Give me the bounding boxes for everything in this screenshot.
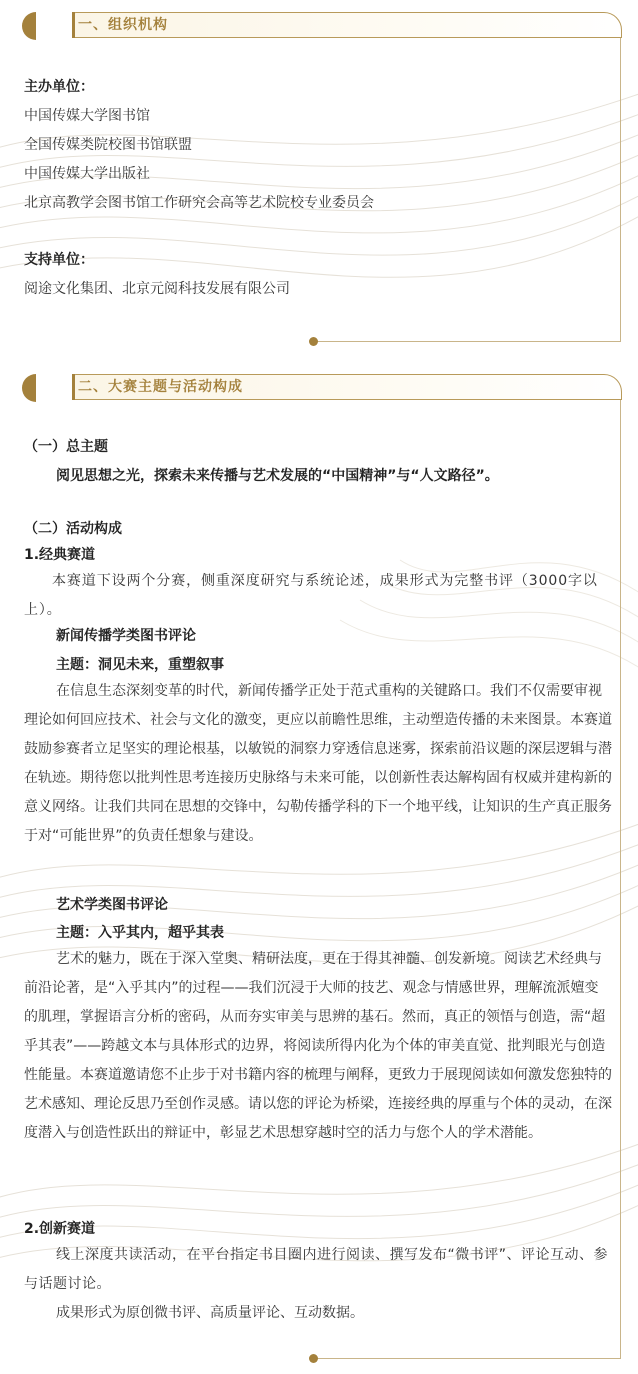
activity-heading: （二）活动构成: [24, 521, 122, 537]
classic-track-intro: 本赛道下设两个分赛，侧重深度研究与系统论述，成果形式为完整书评（3000字以上）。: [24, 573, 598, 618]
support-label: 支持单位：: [24, 252, 94, 268]
innovation-track-output: 成果形式为原创微书评、高质量评论、互动数据。: [56, 1305, 364, 1321]
half-disc-ornament-icon: [22, 374, 50, 402]
theme-text: 阅见思想之光，探索未来传播与艺术发展的“中国精神”与“人文路径”。: [56, 468, 499, 484]
dot-ornament-icon: [309, 1354, 318, 1363]
classic-track-heading: 1.经典赛道: [24, 547, 96, 563]
art-review-title: 艺术学类图书评论: [56, 897, 168, 913]
section-theme-activities: [0, 372, 638, 1372]
section-title-bar: [0, 372, 638, 416]
section-organization: [0, 10, 638, 350]
host-label: 主办单位：: [24, 79, 94, 95]
section-title-bar: [0, 10, 638, 54]
support-item: 阅途文化集团、北京元阅科技发展有限公司: [24, 281, 290, 297]
frame-border-bottom: [315, 1358, 621, 1359]
theme-heading: （一）总主题: [24, 439, 108, 455]
art-review-body: 艺术的魅力，既在于深入堂奥、精研法度，更在于得其神髓、创发新境。阅读艺术经典与前沿论著，是“入乎其内”的过程——我们沉浸于大师的技艺、观念与情感世界，理解流派嬗变的肌理，掌握语言分析的密码，从而夯实审美与思辨的基石。然而，真正的领悟与创造，需“超乎其表”——跨越文本与具体形式的边界，将阅读所得内化为个体的审美直觉、批判眼光与创造性能量。本赛道邀请您不止步于对书籍内容的梳理与阐释，更致力于展现阅读如何激发您独特的艺术感知、理论反思乃至创作灵感。请以您的评论为桥梁，连接经典的厚重与个体的灵动，在深度潜入与创造性跃出的辩证中，彰显艺术思想穿越时空的活力与您个人的学术潜能。: [24, 951, 612, 1141]
host-item: 全国传媒类院校图书馆联盟: [24, 137, 192, 153]
dot-ornament-icon: [309, 337, 318, 346]
journalism-review-theme: 主题：洞见未来，重塑叙事: [56, 657, 224, 673]
frame-border-right: [620, 38, 621, 342]
innovation-track-heading: 2.创新赛道: [24, 1221, 96, 1237]
journalism-review-title: 新闻传播学类图书评论: [56, 628, 196, 644]
innovation-track-text: 线上深度共读活动，在平台指定书目圈内进行阅读、撰写发布“微书评”、评论互动、参与话题讨论。: [24, 1247, 609, 1292]
frame-border-right: [620, 400, 621, 1358]
host-item: 北京高教学会图书馆工作研究会高等艺术院校专业委员会: [24, 195, 374, 211]
section-title: 一、组织机构: [78, 17, 168, 33]
journalism-review-body: 在信息生态深刻变革的时代，新闻传播学正处于范式重构的关键路口。我们不仅需要审视理论如何回应技术、社会与文化的激变，更应以前瞻性思维，主动塑造传播的未来图景。本赛道鼓励参赛者立足坚实的理论根基，以敏锐的洞察力穿透信息迷雾，探索前沿议题的深层逻辑与潜在轨迹。期待您以批判性思考连接历史脉络与未来可能，以创新性表达解构固有权威并建构新的意义网络。让我们共同在思想的交锋中，勾勒传播学科的下一个地平线，让知识的生产真正服务于对“可能世界”的负责任想象与建设。: [24, 683, 612, 844]
art-review-theme: 主题：入乎其内，超乎其表: [56, 925, 224, 941]
host-item: 中国传媒大学图书馆: [24, 108, 150, 124]
half-disc-ornament-icon: [22, 12, 50, 40]
section-title: 二、大赛主题与活动构成: [78, 379, 243, 395]
frame-border-bottom: [315, 341, 621, 342]
host-item: 中国传媒大学出版社: [24, 166, 150, 182]
